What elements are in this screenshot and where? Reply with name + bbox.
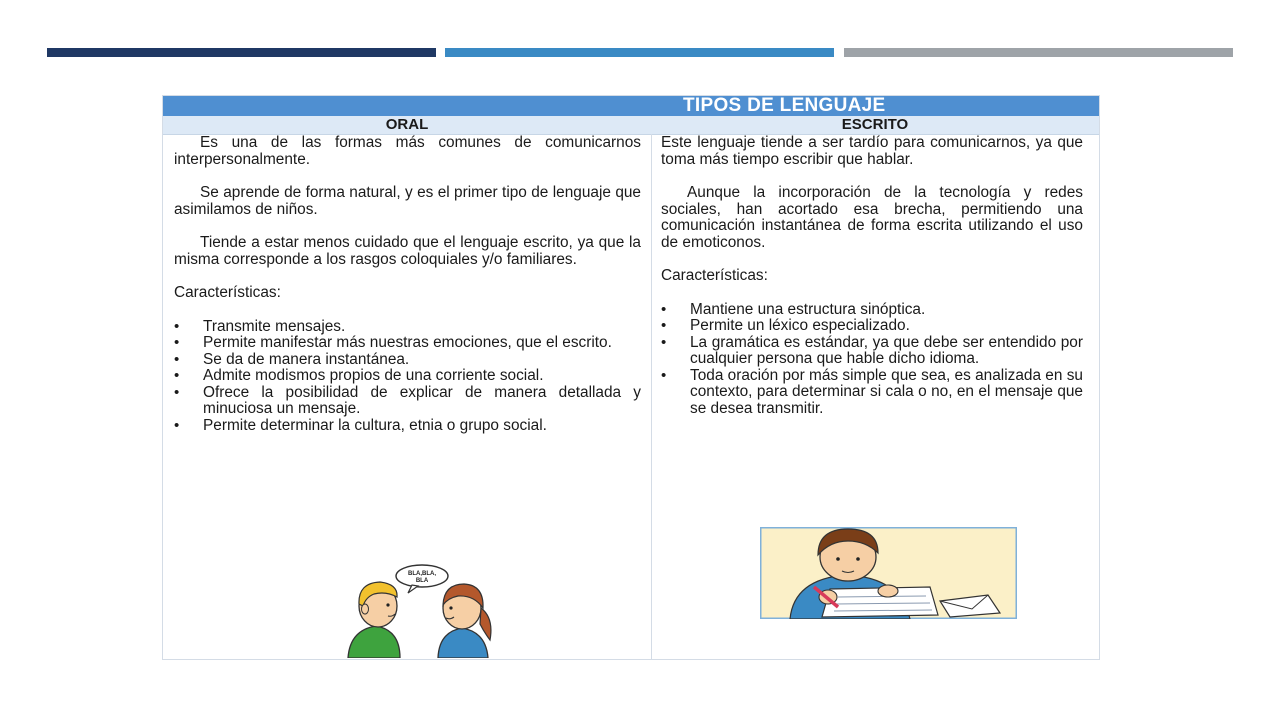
speech-bubble xyxy=(396,565,448,593)
escrito-paragraph: Este lenguaje tiende a ser tardío para comunicarnos, ya que toma más tiempo escribir que hablar. xyxy=(661,134,1083,168)
oral-column xyxy=(174,135,641,434)
list-item: • Toda oración por más simple que sea, es analizada en su contexto, para determinar si cala o no, en el mensaje que se desea transmitir. xyxy=(661,368,1083,418)
accent-bar-blue xyxy=(445,48,834,57)
oral-paragraph: Se aprende de forma natural, y es el primer tipo de lenguaje que asimilamos de niños. xyxy=(174,184,641,218)
accent-bar-gray xyxy=(844,48,1233,57)
oral-paragraph: Tiende a estar menos cuidado que el lenguaje escrito, ya que la misma corresponde a los rasgos coloquiales y/o familiares. xyxy=(174,234,641,268)
oral-paragraph: Es una de las formas más comunes de comunicarnos interpersonalmente. xyxy=(174,134,641,168)
list-item: • La gramática es estándar, ya que debe ser entendido por cualquier persona que hable dicho idioma. xyxy=(661,335,1083,368)
list-item: • Se da de manera instantánea. xyxy=(174,352,641,369)
escrito-characteristics-label: Características: xyxy=(661,267,768,284)
boy-writing-illustration xyxy=(760,527,1017,619)
column-header-oral: ORAL xyxy=(385,116,429,133)
list-item: • Permite manifestar más nuestras emociones, que el escrito. xyxy=(174,335,641,352)
language-types-table xyxy=(162,95,1100,660)
people-talking-illustration xyxy=(338,564,508,658)
escrito-characteristics-list xyxy=(661,302,1083,418)
oral-characteristics-list xyxy=(174,319,641,435)
list-item: • Ofrece la posibilidad de explicar de manera detallada y minuciosa un mensaje. xyxy=(174,385,641,418)
list-item: • Transmite mensajes. xyxy=(174,319,641,336)
list-item: • Permite un léxico especializado. xyxy=(661,318,1083,335)
column-header-row xyxy=(163,116,1099,135)
list-item: • Permite determinar la cultura, etnia o grupo social. xyxy=(174,418,641,435)
table-title-row xyxy=(163,96,1099,116)
list-item: • Mantiene una estructura sinóptica. xyxy=(661,302,1083,319)
list-item: • Admite modismos propios de una corriente social. xyxy=(174,368,641,385)
column-header-escrito: ESCRITO xyxy=(841,116,909,133)
boy-figure xyxy=(348,582,400,658)
oral-characteristics-label: Características: xyxy=(174,284,281,301)
column-divider xyxy=(651,134,652,659)
escrito-paragraph: Aunque la incorporación de la tecnología y redes sociales, han acortado esa brecha, permitiendo una comunicación instantánea de forma escrita utilizando el uso de emoticonos. xyxy=(661,184,1083,251)
accent-bar-navy xyxy=(47,48,436,57)
girl-figure xyxy=(438,584,491,658)
svg-text:BLA: BLA xyxy=(415,578,429,584)
speech-bubble-text: BLA,BLA, xyxy=(408,571,436,577)
escrito-column xyxy=(661,135,1083,417)
table-title: TIPOS DE LENGUAJE xyxy=(683,95,886,116)
